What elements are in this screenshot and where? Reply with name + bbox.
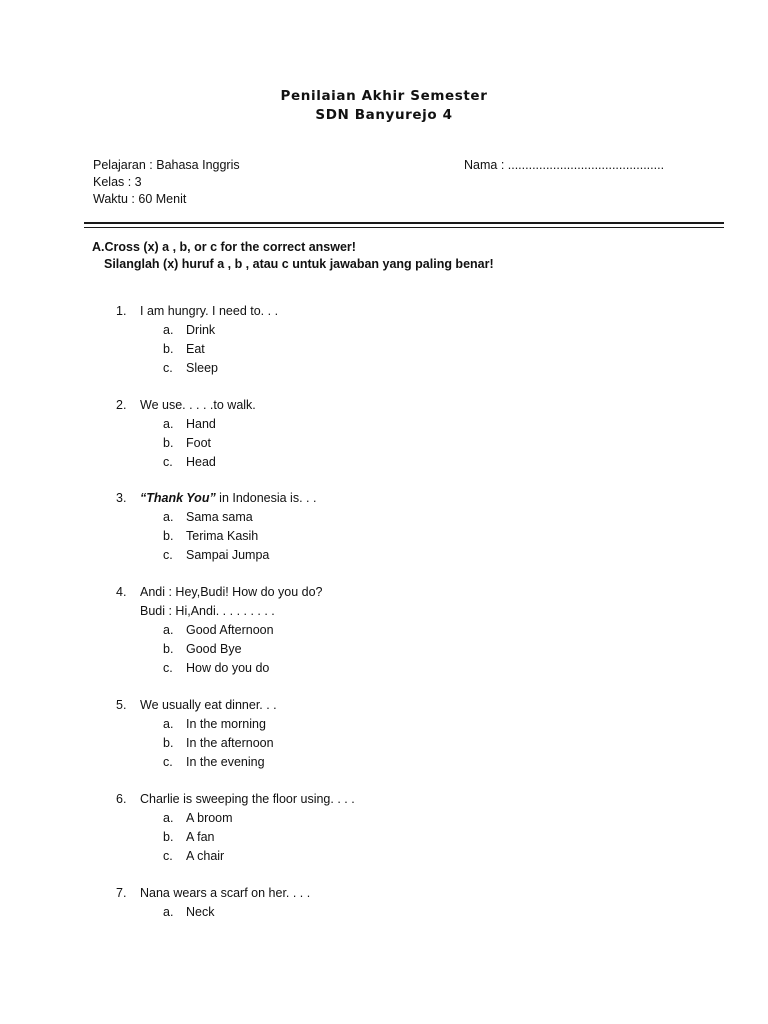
answer-option[interactable] (0, 659, 768, 678)
question-emphasis: “Thank You” (140, 491, 216, 505)
answer-option[interactable] (0, 734, 768, 753)
question-text: Nana wears a scarf on her. . . . (140, 886, 311, 900)
question-item (0, 583, 768, 678)
question-line (0, 696, 768, 715)
option-text: A fan (186, 830, 215, 844)
question-number: 5. (116, 698, 127, 712)
option-letter: b. (163, 342, 174, 356)
option-text: Good Afternoon (186, 623, 274, 637)
question-number: 7. (116, 886, 127, 900)
answer-option[interactable] (0, 546, 768, 565)
option-letter: a. (163, 417, 174, 431)
answer-option[interactable] (0, 809, 768, 828)
question-number: 3. (116, 491, 127, 505)
question-text: Andi : Hey,Budi! How do you do? (140, 585, 323, 599)
option-text: In the morning (186, 717, 266, 731)
question-text: “Thank You” in Indonesia is. . . (140, 491, 317, 505)
option-letter: c. (163, 661, 173, 675)
option-text: In the evening (186, 755, 265, 769)
question-text: I am hungry. I need to. . . (140, 304, 279, 318)
option-text: Hand (186, 417, 216, 431)
option-letter: b. (163, 830, 174, 844)
answer-option[interactable] (0, 508, 768, 527)
option-text: Drink (186, 323, 216, 337)
question-line (0, 489, 768, 508)
question-line (0, 583, 768, 602)
instruction-indonesian: Silanglah (x) huruf a , b , atau c untuk jawaban yang paling benar! (104, 257, 494, 271)
time-line: Waktu : 60 Menit (93, 192, 187, 206)
option-text: Sama sama (186, 510, 253, 524)
answer-option[interactable] (0, 621, 768, 640)
question-item (0, 489, 768, 565)
option-text: Neck (186, 905, 215, 919)
name-line: Nama : ............................................. (464, 158, 665, 172)
option-letter: a. (163, 905, 174, 919)
answer-option[interactable] (0, 434, 768, 453)
option-letter: b. (163, 529, 174, 543)
option-letter: c. (163, 548, 173, 562)
option-letter: a. (163, 510, 174, 524)
question-line (0, 602, 768, 621)
option-letter: c. (163, 755, 173, 769)
question-text: Charlie is sweeping the floor using. . . . (140, 792, 355, 806)
class-line: Kelas : 3 (93, 175, 142, 189)
question-item (0, 396, 768, 472)
option-letter: a. (163, 717, 174, 731)
answer-option[interactable] (0, 903, 768, 922)
question-item (0, 884, 768, 922)
question-text: We usually eat dinner. . . (140, 698, 277, 712)
option-text: Sleep (186, 361, 218, 375)
question-text: Budi : Hi,Andi. . . . . . . . . (140, 604, 275, 618)
option-letter: b. (163, 642, 174, 656)
question-line (0, 790, 768, 809)
answer-option[interactable] (0, 453, 768, 472)
option-letter: c. (163, 361, 173, 375)
option-letter: b. (163, 736, 174, 750)
option-letter: c. (163, 455, 173, 469)
option-text: Sampai Jumpa (186, 548, 270, 562)
question-text: We use. . . . .to walk. (140, 398, 256, 412)
instruction-english: A.Cross (x) a , b, or c for the correct answer! (92, 240, 356, 254)
option-letter: c. (163, 849, 173, 863)
answer-option[interactable] (0, 321, 768, 340)
question-item (0, 790, 768, 866)
option-text: A chair (186, 849, 225, 863)
question-number: 2. (116, 398, 127, 412)
question-line (0, 396, 768, 415)
answer-option[interactable] (0, 415, 768, 434)
answer-option[interactable] (0, 640, 768, 659)
option-text: Eat (186, 342, 205, 356)
answer-option[interactable] (0, 847, 768, 866)
question-number: 6. (116, 792, 127, 806)
answer-option[interactable] (0, 753, 768, 772)
option-letter: a. (163, 623, 174, 637)
option-text: Foot (186, 436, 212, 450)
school-name: SDN Banyurejo 4 (315, 107, 453, 123)
question-number: 4. (116, 585, 127, 599)
answer-option[interactable] (0, 527, 768, 546)
answer-option[interactable] (0, 359, 768, 378)
option-text: Good Bye (186, 642, 242, 656)
answer-option[interactable] (0, 715, 768, 734)
option-text: How do you do (186, 661, 270, 675)
option-letter: b. (163, 436, 174, 450)
question-item (0, 302, 768, 378)
subject-line: Pelajaran : Bahasa Inggris (93, 158, 240, 172)
option-text: In the afternoon (186, 736, 274, 750)
option-text: A broom (186, 811, 233, 825)
option-letter: a. (163, 323, 174, 337)
question-number: 1. (116, 304, 127, 318)
answer-option[interactable] (0, 828, 768, 847)
exam-title: Penilaian Akhir Semester (280, 88, 488, 104)
option-letter: a. (163, 811, 174, 825)
option-text: Head (186, 455, 216, 469)
question-line (0, 884, 768, 903)
option-text: Terima Kasih (186, 529, 259, 543)
question-line (0, 302, 768, 321)
answer-option[interactable] (0, 340, 768, 359)
question-item (0, 696, 768, 772)
